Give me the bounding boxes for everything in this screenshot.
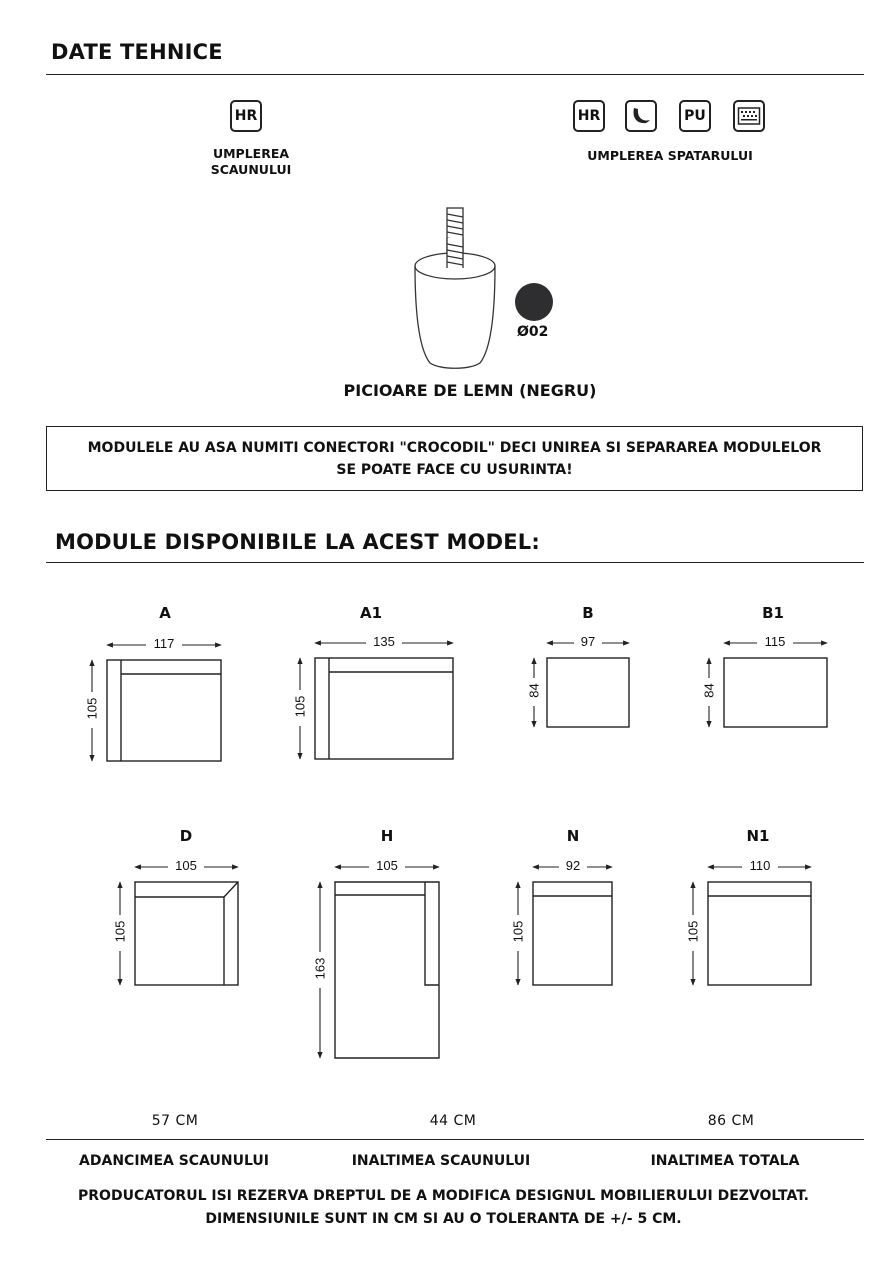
dim-b-width: 97: [580, 634, 596, 649]
module-name-d: D: [179, 827, 193, 845]
seat-filling-label-line1: UMPLEREA: [212, 146, 290, 161]
module-b1-outline: [724, 658, 827, 727]
dim-b-depth: 84: [526, 683, 542, 698]
dim-a-width: 117: [153, 636, 175, 651]
seat-height-value: 44 CM: [429, 1113, 477, 1129]
module-name-a: A: [159, 604, 171, 622]
module-a-arm: [121, 660, 221, 761]
module-a-outline: [107, 660, 221, 761]
module-n1-outline: [708, 882, 811, 985]
dim-a1-depth: 105: [292, 695, 308, 718]
seat-depth-label: ADANCIMEA SCAUNULUI: [79, 1153, 269, 1169]
dim-n1-width: 110: [749, 858, 771, 873]
total-height-value: 86 CM: [707, 1113, 755, 1129]
module-name-b: B: [582, 604, 594, 622]
footer-disclaimer-line2: DIMENSIUNILE SUNT IN CM SI AU O TOLERANTA DE +/- 5 CM.: [205, 1211, 682, 1227]
seat-filling-label-line2: SCAUNULUI: [210, 162, 292, 177]
dim-h-depth: 163: [312, 957, 328, 980]
leg-color-code: Ø02: [517, 324, 549, 340]
notice-line2: SE POATE FACE CU USURINTA!: [336, 461, 573, 478]
seat-height-label: INALTIMEA SCAUNULUI: [351, 1153, 531, 1169]
module-a1-arm: [329, 658, 453, 759]
dim-d-width: 105: [175, 858, 197, 873]
notice-line1: MODULELE AU ASA NUMITI CONECTORI "CROCODIL" DECI UNIREA SI SEPARAREA MODULELOR: [87, 439, 822, 456]
module-name-a1: A1: [359, 604, 383, 622]
module-h-outline: [335, 882, 439, 1058]
total-height-label: INALTIMEA TOTALA: [650, 1153, 800, 1169]
pu-foam-badge: PU: [679, 100, 711, 132]
module-name-b1: B1: [762, 604, 784, 622]
module-h-back: [335, 882, 439, 985]
dim-a-depth: 105: [84, 697, 100, 720]
module-a1-outline: [315, 658, 453, 759]
dim-n1-depth: 105: [685, 920, 701, 943]
module-n-outline: [533, 882, 612, 985]
legs-label: PICIOARE DE LEMN (NEGRU): [343, 381, 597, 400]
section-title-modules: MODULE DISPONIBILE LA ACEST MODEL:: [55, 530, 540, 554]
seat-depth-value: 57 CM: [151, 1113, 199, 1129]
dim-h-width: 105: [376, 858, 398, 873]
stats-divider: [46, 1139, 864, 1140]
module-d-back: [135, 882, 238, 985]
dim-n-width: 92: [565, 858, 581, 873]
hr-foam-badge: HR: [573, 100, 605, 132]
module-name-n: N: [566, 827, 580, 845]
dim-d-depth: 105: [112, 920, 128, 943]
dim-b1-depth: 84: [701, 683, 717, 698]
section-title-technical: DATE TEHNICE: [51, 40, 223, 64]
back-filling-label: UMPLEREA SPATARULUI: [587, 148, 753, 163]
dim-n-depth: 105: [510, 920, 526, 943]
module-b-outline: [547, 658, 629, 727]
dim-b1-width: 115: [764, 634, 786, 649]
dim-a1-width: 135: [373, 634, 395, 649]
footer-disclaimer-line1: PRODUCATORUL ISI REZERVA DREPTUL DE A MODIFICA DESIGNUL MOBILIERULUI DEZVOLTAT.: [78, 1188, 809, 1204]
module-name-n1: N1: [746, 827, 770, 845]
hr-foam-badge: HR: [230, 100, 262, 132]
module-name-h: H: [380, 827, 394, 845]
